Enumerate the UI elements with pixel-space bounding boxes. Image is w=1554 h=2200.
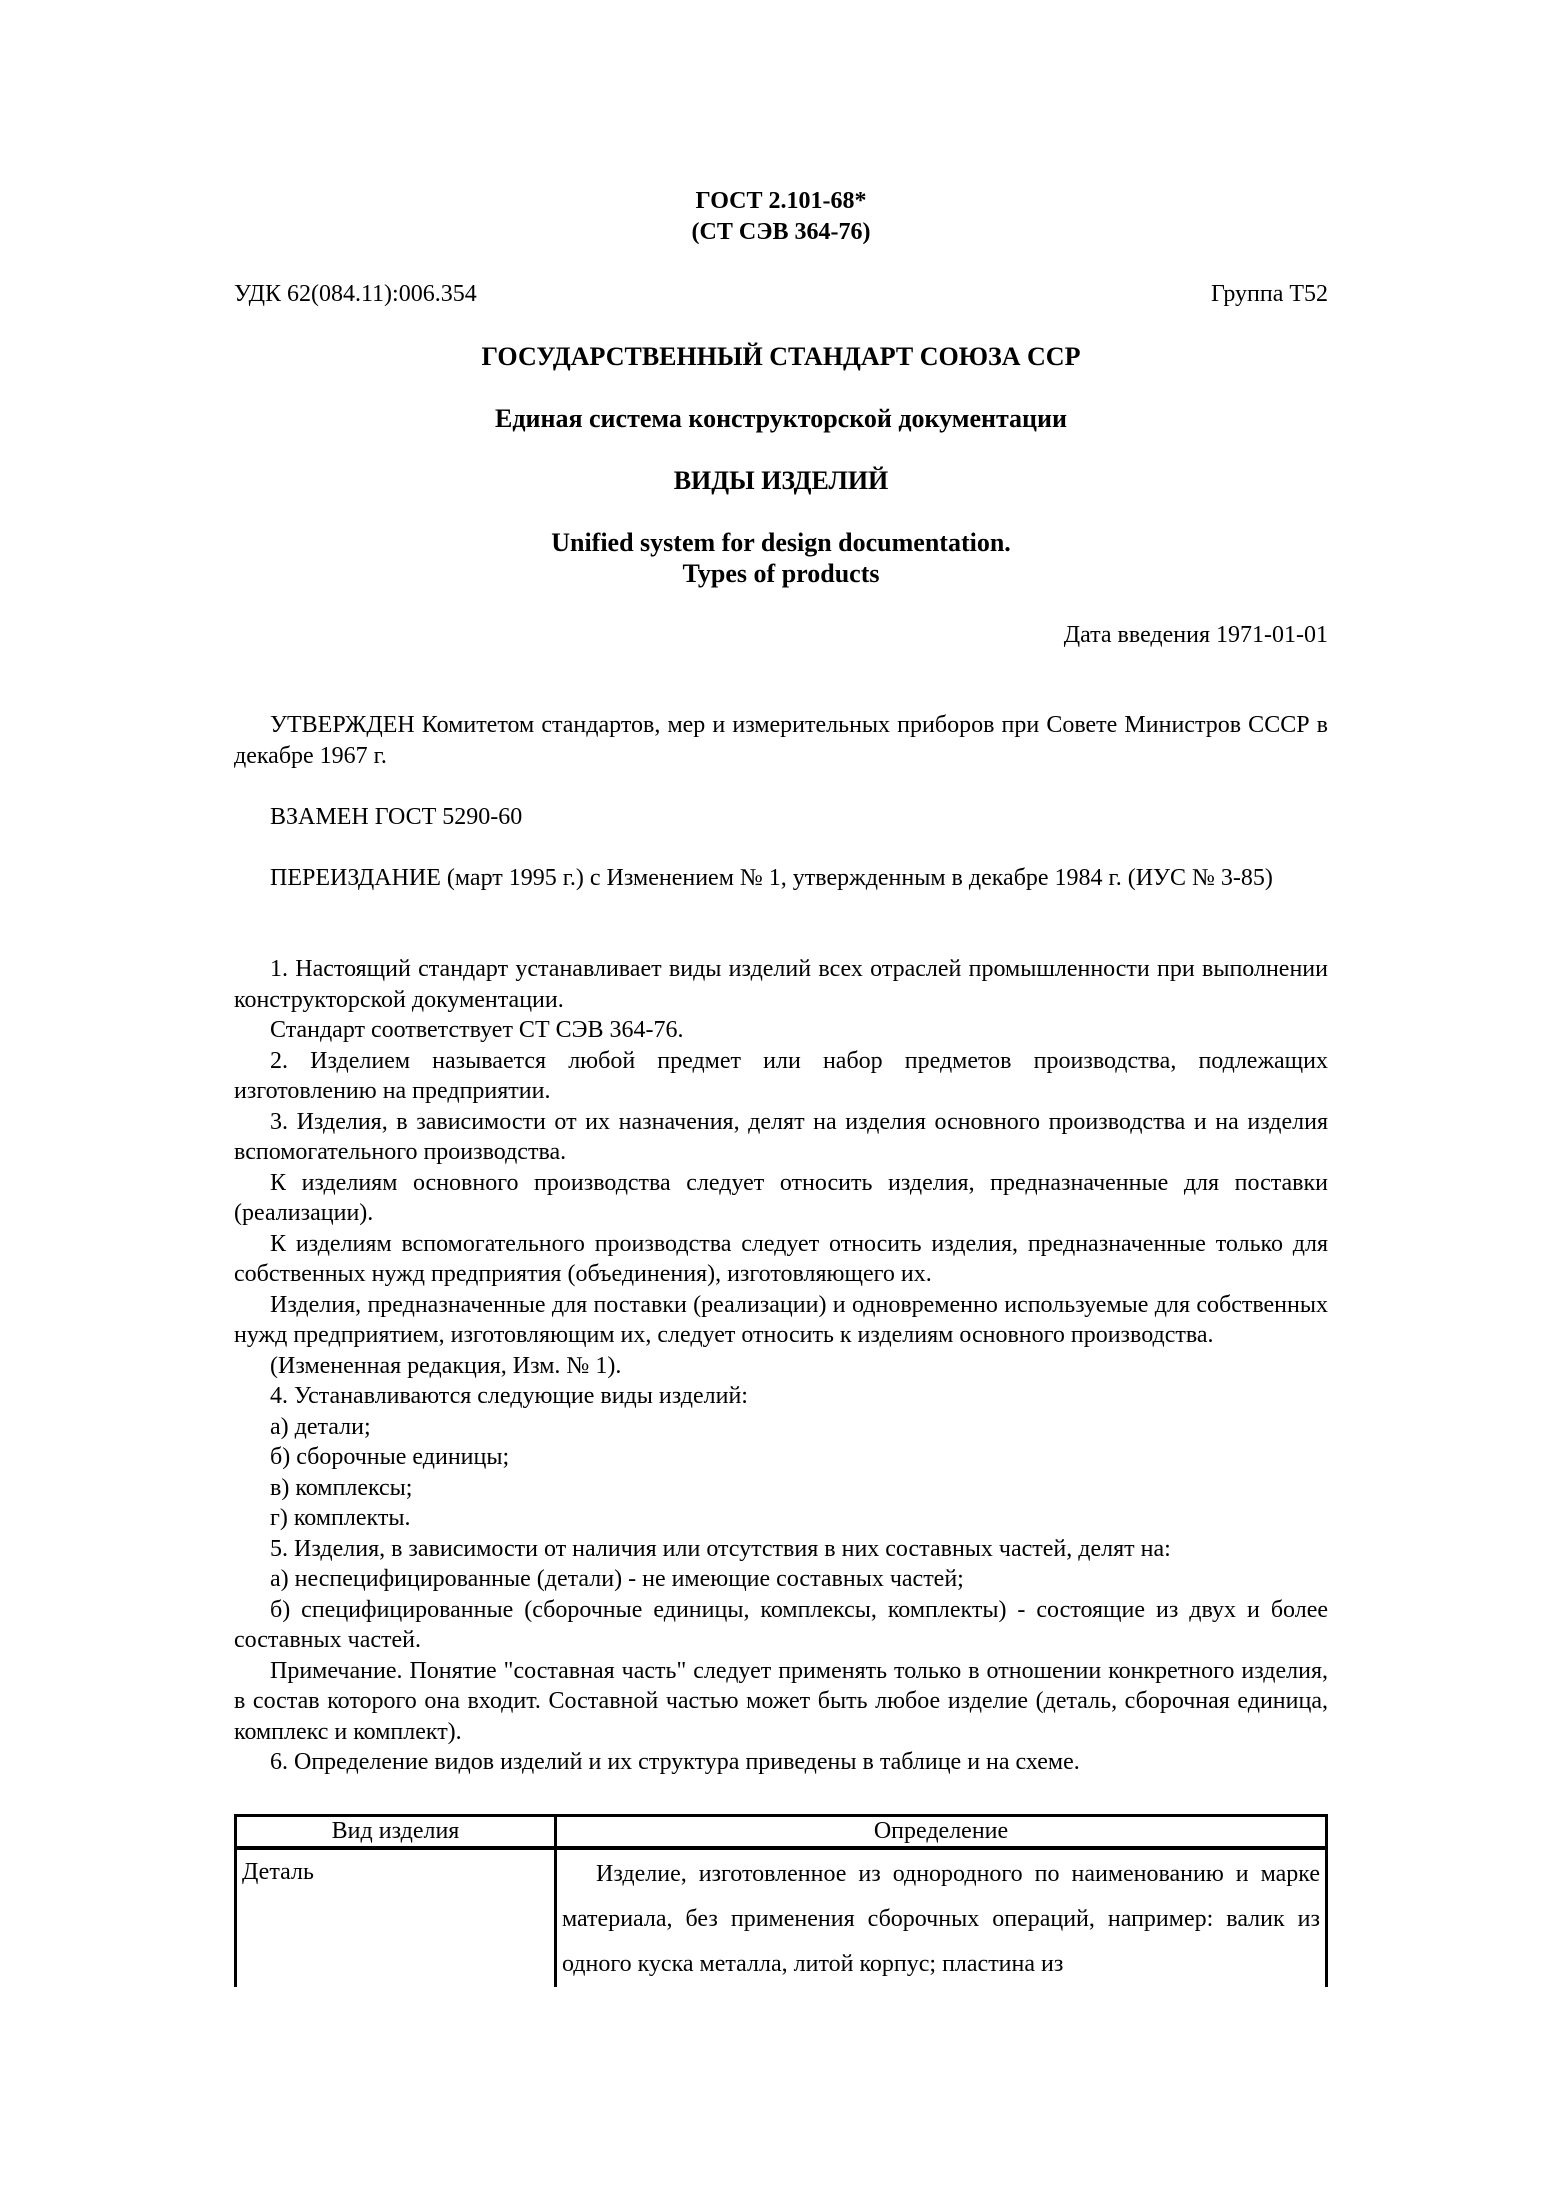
body-paragraph: К изделиям вспомогательного производства следует относить изделия, предназначенные только для собственных нужд предприятия (объединения), изготовляющего их. bbox=[234, 1230, 1328, 1287]
gost-number: ГОСТ 2.101-68* bbox=[695, 188, 867, 214]
body-paragraph: Примечание. Понятие "составная часть" следует применять только в отношении конкретного изделия, в состав которого она входит. Составной частью может быть любое изделие (деталь, сборочная единица, комплекс и комплект). bbox=[234, 1657, 1328, 1745]
group-code: Группа Т52 bbox=[1210, 281, 1328, 307]
table-header-row bbox=[236, 1815, 1327, 1848]
body-paragraph: б) сборочные единицы; bbox=[270, 1444, 510, 1470]
body-paragraph: 6. Определение видов изделий и их структура приведены в таблице и на схеме. bbox=[270, 1749, 1080, 1775]
body-paragraph: в) комплексы; bbox=[270, 1474, 413, 1501]
approved-paragraph: УТВЕРЖДЕН Комитетом стандартов, мер и измерительных приборов при Совете Министров СССР в декабре 1967 г. bbox=[234, 712, 1328, 769]
body-paragraph: К изделиям основного производства следует относить изделия, предназначенные для поставки (реализации). bbox=[234, 1169, 1328, 1226]
st-sev-number: (СТ СЭВ 364-76) bbox=[691, 219, 871, 245]
body-paragraph: (Измененная редакция, Изм. № 1). bbox=[270, 1352, 622, 1379]
product-definition-cell: Изделие, изготовленное из однородного по наименованию и марке материала, без применения сборочных операций, например: валик из одного куска металла, литой корпус; пластина из bbox=[556, 1848, 1327, 1987]
document-title-en-line1: Unified system for design documentation. bbox=[551, 528, 1011, 557]
eskd-system-heading: Единая система конструкторской документации bbox=[495, 404, 1067, 433]
body-paragraph: б) специфицированные (сборочные единицы, комплексы, комплекты) - состоящие из двух и более составных частей. bbox=[234, 1596, 1328, 1653]
document-title: ВИДЫ ИЗДЕЛИЙ bbox=[673, 466, 889, 495]
body-paragraph: Изделия, предназначенные для поставки (реализации) и одновременно используемые для собственных нужд предприятием, изготовляющим их, следует относить к изделиям основного производства. bbox=[234, 1291, 1328, 1348]
body-paragraph: Стандарт соответствует СТ СЭВ 364-76. bbox=[270, 1017, 684, 1043]
table-row bbox=[236, 1848, 1327, 1987]
body-paragraph: г) комплекты. bbox=[270, 1505, 411, 1531]
body-paragraph: а) неспецифицированные (детали) - не имеющие составных частей; bbox=[270, 1566, 964, 1592]
reissue-paragraph: ПЕРЕИЗДАНИЕ (март 1995 г.) с Изменением № 1, утвержденным в декабре 1984 г. (ИУС № 3-85) bbox=[270, 864, 1273, 891]
effective-date: Дата введения 1971-01-01 bbox=[1063, 622, 1328, 648]
body-paragraph: 3. Изделия, в зависимости от их назначения, делят на изделия основного производства и на изделия вспомогательного производства. bbox=[234, 1108, 1328, 1165]
body-text bbox=[234, 954, 1328, 1778]
body-paragraph: 5. Изделия, в зависимости от наличия или отсутствия в них составных частей, делят на: bbox=[270, 1535, 1171, 1562]
products-table bbox=[234, 1814, 1328, 1987]
document-number-block bbox=[234, 186, 1328, 248]
document-title-en-line2: Types of products bbox=[682, 559, 880, 588]
body-paragraph: 1. Настоящий стандарт устанавливает виды изделий всех отраслей промышленности при выполнении конструкторской документации. bbox=[234, 956, 1328, 1013]
body-paragraph: а) детали; bbox=[270, 1413, 371, 1440]
body-paragraph: 2. Изделием называется любой предмет или набор предметов производства, подлежащих изготовлению на предприятии. bbox=[234, 1047, 1328, 1104]
body-paragraph: 4. Устанавливаются следующие виды изделий: bbox=[270, 1383, 748, 1409]
product-kind-cell: Деталь bbox=[236, 1848, 556, 1987]
document-content bbox=[234, 186, 1328, 1987]
udk-group-row bbox=[234, 279, 1328, 310]
standard-org-heading: ГОСУДАРСТВЕННЫЙ СТАНДАРТ СОЮЗА ССР bbox=[481, 342, 1081, 371]
table-header-definition: Определение bbox=[556, 1815, 1327, 1848]
udk-code: УДК 62(084.11):006.354 bbox=[234, 281, 477, 307]
table-header-kind: Вид изделия bbox=[236, 1815, 556, 1848]
replaces-paragraph: ВЗАМЕН ГОСТ 5290-60 bbox=[270, 803, 523, 830]
